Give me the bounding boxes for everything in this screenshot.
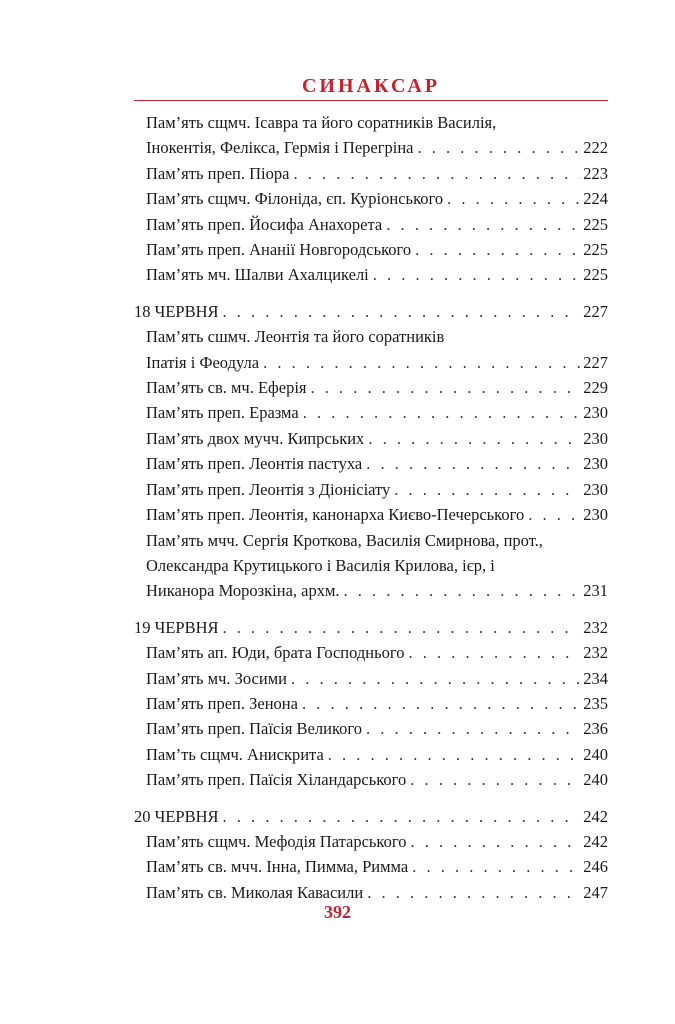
entry-page-number: 240 bbox=[583, 744, 608, 764]
entry-line: Пам’ять сщмч. Ісавра та його соратників Василія, bbox=[146, 113, 497, 132]
dot-leader bbox=[410, 767, 580, 792]
dot-leader bbox=[394, 477, 580, 502]
toc-entry bbox=[134, 528, 608, 604]
entry-text: Інокентія, Фелікса, Гермія і Перегріна bbox=[146, 138, 414, 158]
entry-text: Пам’ять преп. Леонтія з Діонісіату bbox=[146, 479, 391, 499]
dot-leader bbox=[223, 804, 581, 829]
entry-text: Пам’ять преп. Піора bbox=[146, 163, 290, 183]
entry-line: Пам’ять мчч. Сергія Кроткова, Василія Смирнова, прот., bbox=[146, 530, 543, 550]
entry-page-number: 229 bbox=[583, 378, 608, 398]
toc-entry bbox=[134, 426, 608, 451]
entry-text: Пам’ять преп. Еразма bbox=[146, 403, 299, 423]
date-heading bbox=[134, 299, 608, 324]
entry-text: Никанора Морозкіна, архм. bbox=[146, 581, 340, 601]
entry-text: Пам’ять преп. Зенона bbox=[146, 693, 298, 713]
entry-row bbox=[134, 375, 608, 400]
toc-entry bbox=[134, 324, 608, 375]
entry-row bbox=[134, 237, 608, 262]
dot-leader bbox=[447, 186, 580, 211]
dot-leader bbox=[368, 426, 580, 451]
entry-text: Пам’ять преп. Йосифа Анахорета bbox=[146, 214, 383, 234]
entry-text: Пам’ть сщмч. Анискрита bbox=[146, 744, 324, 764]
dot-leader bbox=[263, 350, 580, 375]
running-header bbox=[134, 72, 608, 101]
dot-leader bbox=[366, 451, 580, 476]
dot-leader bbox=[344, 578, 581, 603]
entry-row bbox=[134, 426, 608, 451]
dot-leader bbox=[417, 135, 580, 160]
page-number: 392 bbox=[324, 902, 351, 922]
toc-entry bbox=[134, 854, 608, 879]
entry-page-number: 223 bbox=[583, 163, 608, 183]
toc-entry bbox=[134, 477, 608, 502]
entry-row bbox=[134, 451, 608, 476]
section-gap bbox=[134, 793, 608, 804]
header-rule bbox=[134, 100, 608, 101]
toc-entry bbox=[134, 640, 608, 665]
toc-section bbox=[134, 299, 608, 604]
dot-leader bbox=[311, 375, 581, 400]
entry-text: Пам’ять преп. Леонтія, канонарха Києво-Печерського bbox=[146, 505, 525, 525]
dot-leader bbox=[366, 716, 580, 741]
dot-leader bbox=[409, 640, 581, 665]
entry-text: 18 ЧЕРВНЯ bbox=[134, 301, 219, 321]
toc-section bbox=[134, 110, 608, 288]
date-heading bbox=[134, 615, 608, 640]
toc-entry bbox=[134, 716, 608, 741]
toc-entry bbox=[134, 691, 608, 716]
entry-page-number: 242 bbox=[583, 806, 608, 826]
table-of-contents bbox=[134, 110, 608, 905]
entry-text: Пам’ять сщмч. Філоніда, єп. Куріонського bbox=[146, 189, 444, 209]
entry-row bbox=[134, 691, 608, 716]
dot-leader bbox=[303, 400, 581, 425]
entry-row bbox=[134, 578, 608, 603]
entry-text: Пам’ять св. Миколая Кавасили bbox=[146, 882, 364, 902]
dot-leader bbox=[223, 615, 581, 640]
entry-row bbox=[134, 666, 608, 691]
entry-line: Олександра Крутицького і Василія Крилова, ієр, і bbox=[146, 555, 495, 575]
entry-row bbox=[134, 212, 608, 237]
dot-leader bbox=[293, 161, 580, 186]
entry-row bbox=[134, 640, 608, 665]
toc-entry bbox=[134, 502, 608, 527]
toc-entry bbox=[134, 375, 608, 400]
entry-text: Пам’ять св. мч. Еферія bbox=[146, 378, 307, 398]
toc-entry bbox=[134, 742, 608, 767]
entry-page-number: 236 bbox=[583, 719, 608, 739]
entry-page-number: 230 bbox=[583, 479, 608, 499]
entry-row bbox=[134, 186, 608, 211]
toc-entry bbox=[134, 666, 608, 691]
entry-text: Пам’ять преп. Ананії Новгородського bbox=[146, 240, 412, 260]
entry-line: Пам’ять сшмч. Леонтія та його соратників bbox=[146, 327, 445, 347]
entry-page-number: 230 bbox=[583, 454, 608, 474]
dot-leader bbox=[528, 502, 580, 527]
entry-text: Іпатія і Феодула bbox=[146, 352, 260, 372]
entry-page-number: 230 bbox=[583, 505, 608, 525]
dot-leader bbox=[291, 666, 580, 691]
section-gap bbox=[134, 288, 608, 299]
running-header-title: СИНАКСАР bbox=[301, 75, 441, 97]
toc-entry bbox=[134, 186, 608, 211]
dot-leader bbox=[410, 829, 580, 854]
entry-row bbox=[134, 400, 608, 425]
toc-entry bbox=[134, 829, 608, 854]
date-heading bbox=[134, 804, 608, 829]
entry-page-number: 240 bbox=[583, 770, 608, 790]
dot-leader bbox=[415, 237, 580, 262]
entry-row bbox=[134, 350, 608, 375]
entry-row bbox=[134, 161, 608, 186]
entry-text: Пам’ять ап. Юди, брата Господнього bbox=[146, 643, 405, 663]
entry-text: 19 ЧЕРВНЯ bbox=[134, 617, 219, 637]
entry-text: Пам’ять двох мучч. Кипрських bbox=[146, 428, 365, 448]
entry-page-number: 234 bbox=[583, 668, 608, 688]
entry-text: Пам’ять мч. Зосими bbox=[146, 668, 287, 688]
entry-page-number: 227 bbox=[583, 352, 608, 372]
toc-entry bbox=[134, 110, 608, 161]
toc-entry bbox=[134, 237, 608, 262]
entry-row bbox=[134, 502, 608, 527]
entry-text: Пам’ять сщмч. Мефодія Патарського bbox=[146, 831, 407, 851]
entry-row bbox=[134, 135, 608, 160]
toc-entry bbox=[134, 262, 608, 287]
entry-page-number: 230 bbox=[583, 428, 608, 448]
entry-page-number: 227 bbox=[583, 301, 608, 321]
entry-text: Пам’ять св. мчч. Інна, Пимма, Римма bbox=[146, 857, 409, 877]
entry-page-number: 247 bbox=[583, 882, 608, 902]
entry-row bbox=[134, 716, 608, 741]
toc-entry bbox=[134, 767, 608, 792]
toc-section bbox=[134, 804, 608, 906]
entry-page-number: 230 bbox=[583, 403, 608, 423]
entry-text: Пам’ять преп. Паїсія Великого bbox=[146, 719, 362, 739]
entry-page-number: 246 bbox=[583, 857, 608, 877]
entry-row bbox=[134, 477, 608, 502]
entry-page-number: 232 bbox=[583, 643, 608, 663]
entry-page-number: 225 bbox=[583, 265, 608, 285]
dot-leader bbox=[302, 691, 580, 716]
entry-page-number: 231 bbox=[583, 581, 608, 601]
entry-text: 20 ЧЕРВНЯ bbox=[134, 806, 219, 826]
dot-leader bbox=[412, 854, 580, 879]
entry-page-number: 225 bbox=[583, 240, 608, 260]
entry-row bbox=[134, 854, 608, 879]
entry-page-number: 242 bbox=[583, 831, 608, 851]
entry-row bbox=[134, 262, 608, 287]
toc-entry bbox=[134, 451, 608, 476]
dot-leader bbox=[328, 742, 580, 767]
toc-entry bbox=[134, 212, 608, 237]
toc-entry bbox=[134, 400, 608, 425]
entry-page-number: 222 bbox=[583, 138, 608, 158]
entry-text: Пам’ять преп. Леонтія пастуха bbox=[146, 454, 363, 474]
toc-entry bbox=[134, 161, 608, 186]
entry-page-number: 224 bbox=[583, 189, 608, 209]
section-gap bbox=[134, 604, 608, 615]
dot-leader bbox=[373, 262, 580, 287]
entry-page-number: 225 bbox=[583, 214, 608, 234]
toc-section bbox=[134, 615, 608, 793]
entry-row bbox=[134, 742, 608, 767]
entry-text: Пам’ять преп. Паїсія Хіландарського bbox=[146, 770, 407, 790]
entry-page-number: 235 bbox=[583, 693, 608, 713]
dot-leader bbox=[386, 212, 580, 237]
entry-text: Пам’ять мч. Шалви Ахалцикелі bbox=[146, 265, 369, 285]
entry-row bbox=[134, 829, 608, 854]
dot-leader bbox=[223, 299, 581, 324]
entry-row bbox=[134, 767, 608, 792]
entry-page-number: 232 bbox=[583, 617, 608, 637]
